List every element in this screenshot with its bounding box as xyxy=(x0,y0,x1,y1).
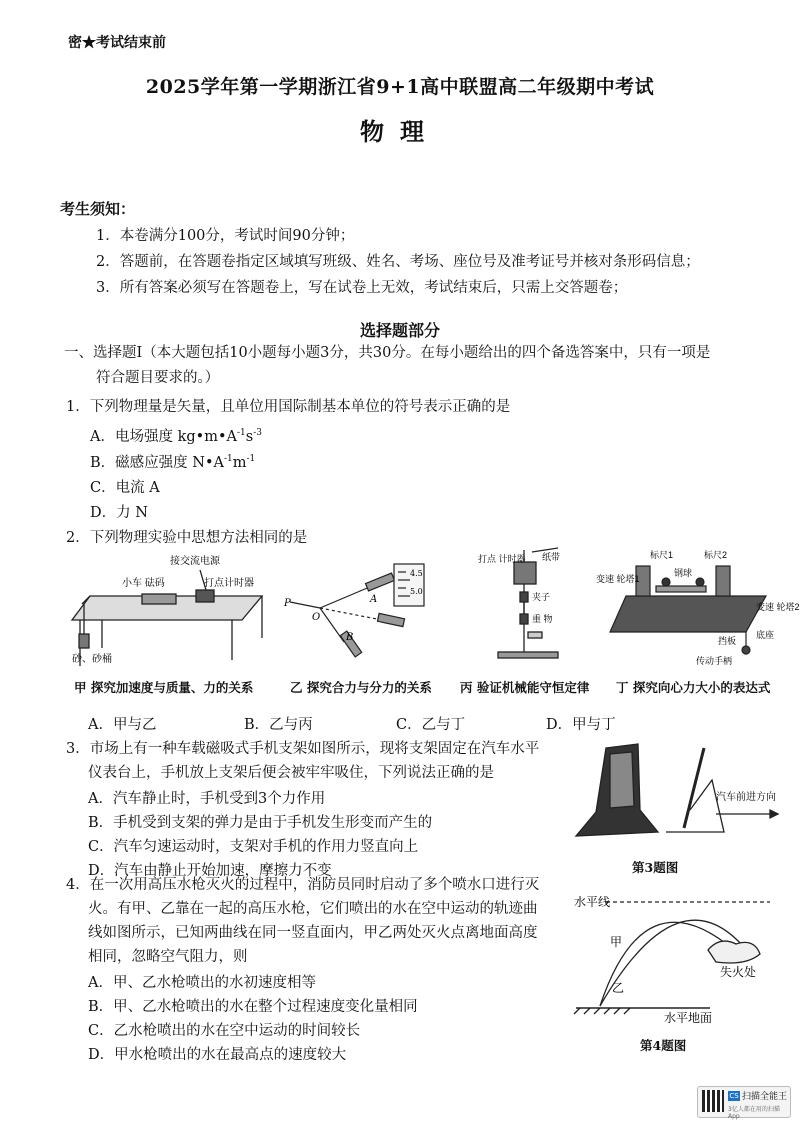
fig4-handle-label: 传动手柄 xyxy=(696,656,733,666)
q2-stem: 2．下列物理实验中思想方法相同的是 xyxy=(66,530,308,546)
fig2-scale-1: 4.5 xyxy=(410,569,423,578)
fig-centripetal-experiment xyxy=(596,546,800,674)
q3-stem-1: 3．市场上有一种车载磁吸式手机支架如图所示，现将支架固定在汽车水平 xyxy=(66,741,540,757)
qr-code-icon xyxy=(702,1090,724,1112)
q4-jia-label: 甲 xyxy=(610,935,623,949)
q1-option-c: C．电流 A xyxy=(90,480,160,496)
fig3-caption: 丙 验证机械能守恒定律 xyxy=(460,680,590,695)
fig4-wheel2-label: 变速 轮塔2 xyxy=(756,602,800,612)
notice-heading: 考生须知： xyxy=(60,200,136,218)
q4-option-c: C．乙水枪喷出的水在空中运动的时间较长 xyxy=(88,1023,361,1039)
fig3-clip-label: 夹子 xyxy=(532,592,551,602)
fig4-ruler2-label: 标尺2 xyxy=(704,550,728,560)
q1-option-d: D．力 N xyxy=(90,505,148,521)
q3-option-d: D．汽车由静止开始加速，摩擦力不变 xyxy=(88,863,332,879)
q4-figure-caption: 第4题图 xyxy=(640,1038,687,1053)
fig-water-trajectory xyxy=(570,888,790,1028)
exam-title: 2025学年第一学期浙江省9+1高中联盟高二年级期中考试 xyxy=(145,76,655,98)
q4-option-a: A．甲、乙水枪喷出的水初速度相等 xyxy=(88,975,316,991)
fig1-sand-label: 砂、砂桶 xyxy=(72,654,112,665)
fig-freefall-experiment xyxy=(468,544,578,672)
q2-option-d: D．甲与丁 xyxy=(546,717,616,733)
fig2-p-label: P xyxy=(284,598,291,609)
fig-phone-holder xyxy=(566,740,786,850)
section-title: 选择题部分 xyxy=(359,321,440,340)
scanner-subtitle: 3亿人都在用的扫描App xyxy=(728,1106,780,1120)
secret-mark: 密★考试结束前 xyxy=(68,35,166,51)
q4-fire-label: 失火处 xyxy=(720,965,757,979)
q3-arrow-label: 汽车前进方向 xyxy=(716,792,776,803)
q2-option-c: C．乙与丁 xyxy=(396,717,466,733)
q4-stem-1: 4．在一次用高压水枪灭火的过程中，消防员同时启动了多个喷水口进行灭 xyxy=(66,877,540,893)
fig3-timer-label: 打点 计时器 xyxy=(478,554,526,564)
fig3-tape-label: 纸带 xyxy=(542,552,561,562)
fig4-caption: 丁 探究向心力大小的表达式 xyxy=(616,680,771,695)
fig2-a-label: A xyxy=(370,594,378,605)
fig4-ruler1-label: 标尺1 xyxy=(650,550,674,560)
scanner-watermark xyxy=(697,1086,791,1118)
fig4-shortslot-label: 挡板 xyxy=(718,636,737,646)
fig3-weight-label: 重 物 xyxy=(532,614,553,624)
section-intro-1: 一、选择题Ⅰ（本大题包括10小题每小题3分，共30分。在每小题给出的四个备选答案中，只有一项是 xyxy=(64,345,711,361)
section-intro-2: 符合题目要求的。） xyxy=(96,370,220,386)
fig4-base-label: 底座 xyxy=(756,630,775,640)
q3-option-a: A．汽车静止时，手机受到3个力作用 xyxy=(88,791,326,807)
q1-option-a: A．电场强度 $kg•m•A^{-1}s^{-3}$ xyxy=(90,428,262,445)
fig-cart-experiment xyxy=(62,548,272,676)
fig4-ball-label: 钢球 xyxy=(674,568,693,578)
fig1-caption: 甲 探究加速度与质量、力的关系 xyxy=(74,680,254,695)
q3-option-b: B．手机受到支架的弹力是由于手机发生形变而产生的 xyxy=(88,815,433,831)
q4-yi-label: 乙 xyxy=(612,981,625,995)
q3-figure-caption: 第3题图 xyxy=(632,860,679,875)
subject-title: 物理 xyxy=(360,117,440,146)
fig2-o-label: O xyxy=(312,612,321,623)
fig1-timer-label: 打点计时器 xyxy=(204,578,254,589)
fig-force-experiment xyxy=(282,560,442,670)
q4-option-d: D．甲水枪喷出的水在最高点的速度较大 xyxy=(88,1047,347,1063)
q3-option-c: C．汽车匀速运动时，支架对手机的作用力竖直向上 xyxy=(88,839,419,855)
q4-option-b: B．甲、乙水枪喷出的水在整个过程速度变化量相同 xyxy=(88,999,418,1015)
q2-option-a: A．甲与乙 xyxy=(88,717,157,733)
fig2-b-label: B xyxy=(346,632,354,643)
q3-stem-2: 仪表台上，手机放上支架后便会被牢牢吸住，下列说法正确的是 xyxy=(88,765,494,781)
notice-item-2: 2．答题前，在答题卷指定区域填写班级、姓名、考场、座位号及准考证号并核对条形码信息； xyxy=(96,254,700,270)
q1-option-b: B．磁感应强度 $N•A^{-1}m^{-1}$ xyxy=(90,454,256,471)
scanner-badge: CS xyxy=(729,1092,739,1100)
q4-stem-3: 线如图所示，已知两曲线在同一竖直面内，甲乙两处灭火点离地面高度 xyxy=(88,925,538,941)
q4-stem-2: 火。有甲、乙靠在一起的高压水枪，它们喷出的水在空中运动的轨迹曲 xyxy=(88,901,538,917)
fig1-power-label: 接交流电源 xyxy=(170,556,220,567)
scanner-name: 扫描全能王 xyxy=(742,1092,788,1102)
q4-ground-label: 水平地面 xyxy=(664,1011,713,1025)
q1-stem: 1．下列物理量是矢量，且单位用国际制基本单位的符号表示正确的是 xyxy=(66,399,511,415)
q2-option-b: B．乙与丙 xyxy=(244,717,313,733)
fig1-cart-label: 小车 砝码 xyxy=(122,578,165,589)
fig2-scale-2: 5.0 xyxy=(410,587,423,596)
notice-item-3: 3．所有答案必须写在答题卷上，写在试卷上无效，考试结束后，只需上交答题卷； xyxy=(96,280,628,296)
fig2-caption: 乙 探究合力与分力的关系 xyxy=(290,680,432,695)
notice-item-1: 1．本卷满分100分，考试时间90分钟； xyxy=(96,228,355,244)
q4-stem-4: 相同，忽略空气阻力，则 xyxy=(88,949,248,965)
q4-horizon-label: 水平线 xyxy=(574,895,611,909)
fig4-wheel1-label: 变速 轮塔1 xyxy=(596,574,640,584)
